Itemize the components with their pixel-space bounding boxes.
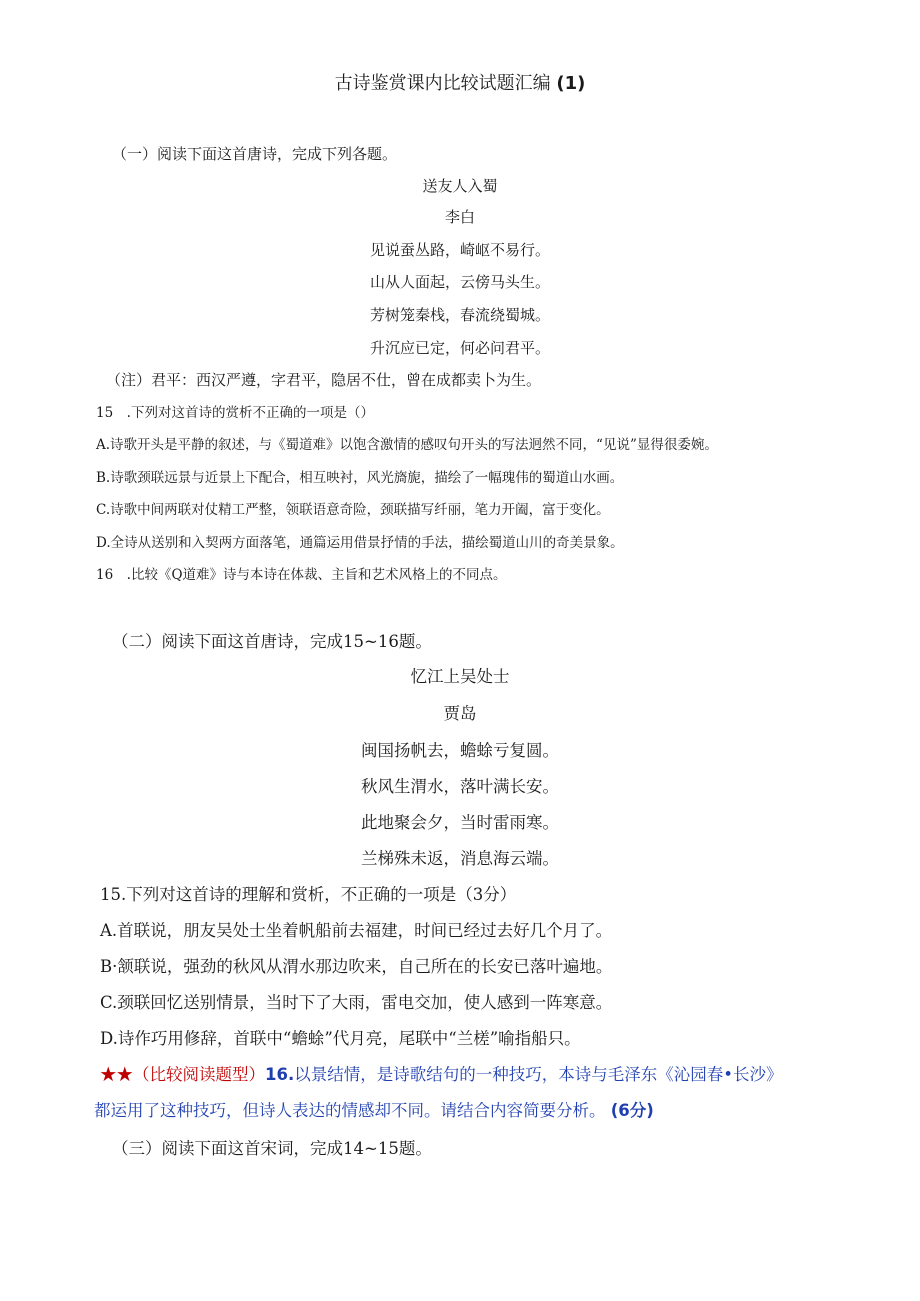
section1-poem-title: 送友人入蜀: [422, 177, 498, 195]
title-number: (1): [556, 73, 586, 94]
page-title: [0, 69, 920, 95]
section2-option-d: D.诗作巧用修辞，首联中“蟾蜍”代月亮，尾联中“兰槎”喻指船只。: [100, 1029, 581, 1048]
section1-option-b: B.诗歌颈联远景与近景上下配合，相互映衬，风光旖旎，描绘了一幅瑰伟的蜀道山水画。: [96, 470, 624, 486]
section2-question-15: 15.下列对这首诗的理解和赏析，不正确的一项是（3分）: [100, 885, 517, 904]
question-16-score: (6分): [610, 1101, 654, 1120]
section2-intro: （二）阅读下面这首唐诗，完成15~16题。: [112, 632, 432, 651]
section1-poem-line-2: 山从人面起，云傍马头生。: [369, 273, 550, 291]
question-type-tag: （比较阅读题型）: [133, 1065, 265, 1084]
section2-option-b: B·颔联说，强劲的秋风从渭水那边吹来，自己所在的长安已落叶遍地。: [100, 957, 613, 976]
section2-poem-title: 忆江上吴处士: [410, 667, 510, 686]
section1-question-16: 16 .比较《Q道难》诗与本诗在体裁、主旨和艺术风格上的不同点。: [96, 567, 507, 583]
section1-question-15: 15 .下列对这首诗的赏析不正确的一项是（）: [96, 405, 374, 421]
section2-poem-line-4: 兰梯殊未返，消息海云端。: [361, 849, 559, 868]
section1-option-c: C.诗歌中间两联对仗精工严整，领联语意奇险，颈联描写纤丽，笔力开阖，富于变化。: [96, 502, 610, 518]
section2-poem-line-1: 闽国扬帆去，蟾蜍亏复圆。: [361, 741, 559, 760]
star-icon: ★★: [100, 1065, 133, 1084]
section2-poet: 贾岛: [443, 704, 477, 723]
question-16-line-1: 以景结情，是诗歌结句的一种技巧，本诗与毛泽东《沁园春•长沙》: [294, 1065, 783, 1084]
section2-option-c: C.颈联回忆送别情景，当时下了大雨，雷电交加，使人感到一阵寒意。: [100, 993, 613, 1012]
section1-option-d: D.全诗从送别和入契两方面落笔，通篇运用借景抒情的手法，描绘蜀道山川的奇美景象。: [96, 535, 624, 551]
section2-poem-line-3: 此地聚会夕，当时雷雨寒。: [361, 813, 559, 832]
section2-question-16-cont: [94, 1097, 654, 1121]
question-16-line-2: 都运用了这种技巧，但诗人表达的情感却不同。请结合内容简要分析。: [94, 1101, 606, 1120]
section2-question-16: [100, 1061, 782, 1085]
section1-poem-line-4: 升沉应已定，何必问君平。: [369, 339, 550, 357]
section2-option-a: A.首联说，朋友吴处士坐着帆船前去福建，时间已经过去好几个月了。: [100, 921, 613, 940]
section1-intro: （一）阅读下面这首唐诗，完成下列各题。: [112, 145, 398, 163]
section1-poem-line-1: 见说蚕丛路，崎岖不易行。: [369, 241, 550, 259]
section1-poet: 李白: [444, 208, 475, 226]
title-text: 古诗鉴赏课内比较试题汇编: [334, 73, 551, 94]
section1-option-a: A.诗歌开头是平静的叙述，与《蜀道难》以饱含激情的感叹句开头的写法迥然不同，“见说”显得很委婉。: [96, 437, 718, 453]
question-number: 16.: [265, 1065, 295, 1084]
section2-poem-line-2: 秋风生渭水，落叶满长安。: [361, 777, 559, 796]
section1-note: （注）君平：西汉严遵，字君平，隐居不仕，曾在成都卖卜为生。: [106, 371, 542, 389]
section1-poem-line-3: 芳树笼秦栈，春流绕蜀城。: [369, 306, 550, 324]
section3-intro: （三）阅读下面这首宋词，完成14~15题。: [112, 1139, 432, 1158]
